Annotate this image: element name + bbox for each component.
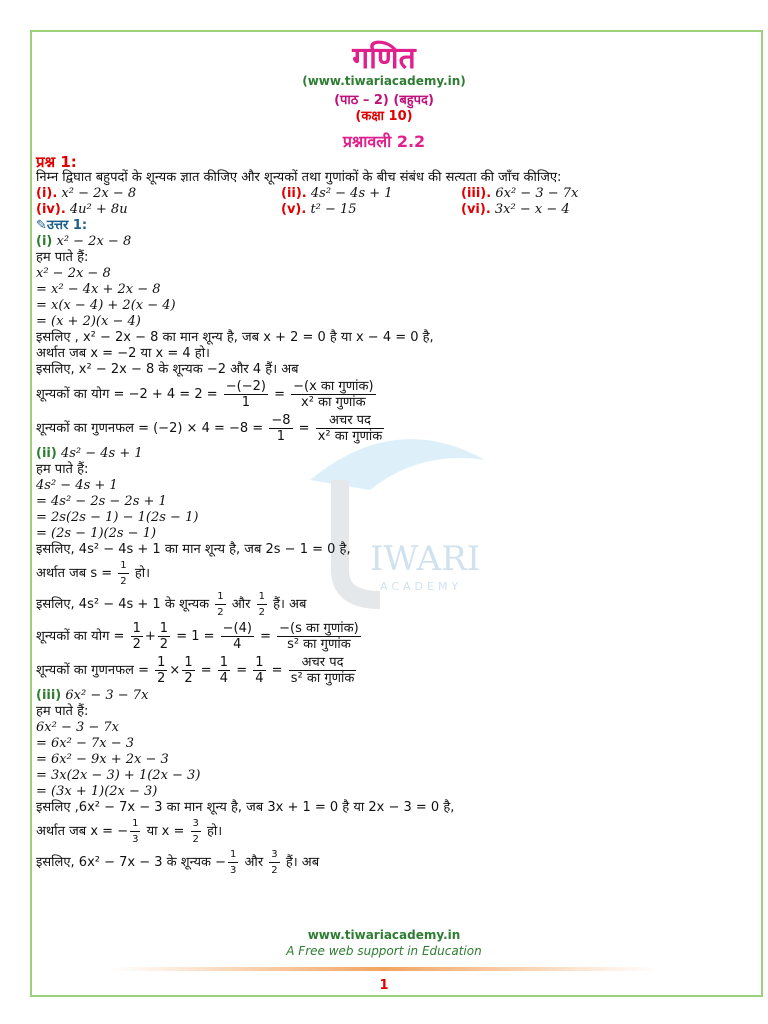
class-label: (कक्षा 10): [355, 109, 413, 124]
pen-icon: ✎: [36, 218, 47, 233]
zero-condition: इसलिए ,6x² − 7x − 3 का मान शून्य है, जब 3x + 1 = 0 है या 2x − 3 = 0 है,: [36, 800, 455, 815]
part-label: (ii).: [281, 186, 307, 201]
step: = 3x(2x − 3) + 1(2x − 3): [36, 768, 201, 783]
part-expr: 6x² − 3 − 7x: [495, 186, 579, 201]
footer-divider: [112, 967, 656, 971]
question-parts-row-2: [36, 202, 756, 218]
part-i-label: (i): [36, 234, 53, 249]
step: = x² − 4x + 2x − 8: [36, 282, 161, 297]
fraction: $\frac{-8}{1}$: [271, 413, 291, 444]
chapter-label: (पाठ – 2) (बहुपद): [334, 93, 434, 108]
fraction: $\frac{\text{−(x का गुणांक)}}{\text{x² का गुणांक}}$: [293, 379, 374, 410]
step: = (x + 2)(x − 4): [36, 314, 141, 329]
zeros-statement: इसलिए, 6x² − 7x − 3 के शून्यक − $\frac{1}{3}$ और $\frac{3}{2}$ हैं। अब: [36, 849, 320, 876]
step: = (3x + 1)(2x − 3): [36, 784, 158, 799]
step: = 4s² − 2s − 2s + 1: [36, 494, 167, 509]
part-label: (vi).: [461, 202, 491, 217]
we-get: हम पाते हैं:: [36, 462, 89, 477]
part-expr: x² − 2x − 8: [61, 186, 137, 201]
step: 6x² − 3 − 7x: [36, 720, 120, 735]
product-of-zeros: शून्यकों का गुणनफल = $\frac{1}{2}$ × $\frac{1}{2}$ = $\frac{1}{4}$ = $\frac{1}{4}$ = $\frac{\text{अचर पद}}{\text{s² का गुणांक}}$: [36, 655, 355, 686]
step: = 6x² − 9x + 2x − 3: [36, 752, 169, 767]
step: = (2s − 1)(2s − 1): [36, 526, 157, 541]
step: x² − 2x − 8: [36, 266, 111, 281]
part-label: (v).: [281, 202, 307, 217]
part-expr: 3x² − x − 4: [494, 202, 570, 217]
sum-of-zeros: शून्यकों का योग = −2 + 4 = 2 = $\frac{-(-2)}{1}$ = $\frac{\text{−(x का गुणांक)}}{\text{x² का गुणांक}}$: [36, 379, 374, 410]
part-ii-label: (ii): [36, 446, 57, 461]
product-of-zeros: शून्यकों का गुणनफल = (−2) × 4 = −8 = $\frac{-8}{1}$ = $\frac{\text{अचर पद}}{\text{x² का गुणांक}}$: [36, 413, 383, 444]
part-label: (iii).: [461, 186, 492, 201]
step: 4s² − 4s + 1: [36, 478, 118, 493]
part-ii-expr: 4s² − 4s + 1: [60, 446, 143, 461]
zeros-statement: इसलिए, x² − 2x − 8 के शून्यक −2 और 4 हैं। अब: [36, 362, 299, 377]
zeros-statement: इसलिए, 4s² − 4s + 1 के शून्यक $\frac{1}{2}$ और $\frac{1}{2}$ हैं। अब: [36, 591, 307, 618]
sum-prefix: शून्यकों का योग = −2 + 4 = 2 =: [36, 387, 218, 402]
part-expr: 4s² − 4s + 1: [310, 186, 393, 201]
fraction: $\frac{-(-2)}{1}$: [225, 379, 266, 410]
part-expr: t² − 15: [310, 202, 357, 217]
product-prefix: शून्यकों का गुणनफल = (−2) × 4 = −8 =: [36, 421, 264, 436]
site-url: (www.tiwariacademy.in): [302, 74, 466, 88]
that-is: अर्थात जब s = $\frac{1}{2}$ हो।: [36, 560, 151, 587]
footer-url[interactable]: www.tiwariacademy.in: [307, 928, 461, 942]
answer-heading: [36, 218, 756, 234]
question-heading: प्रश्न 1:: [36, 153, 77, 171]
part-i-expr: x² − 2x − 8: [56, 234, 132, 249]
step: = 6x² − 7x − 3: [36, 736, 135, 751]
content: [36, 154, 756, 878]
zero-condition: इसलिए, 4s² − 4s + 1 का मान शून्य है, जब 2s − 1 = 0 है,: [36, 542, 351, 557]
answer-heading-text: उत्तर 1:: [46, 218, 88, 233]
question-parts-row-1: [36, 186, 756, 202]
page-title: गणित: [352, 41, 416, 76]
fraction: $\frac{\text{अचर पद}}{\text{x² का गुणांक}}$: [317, 413, 383, 444]
zero-condition: इसलिए , x² − 2x − 8 का मान शून्य है, जब x + 2 = 0 है या x − 4 = 0 है,: [36, 330, 434, 345]
we-get: हम पाते हैं:: [36, 704, 89, 719]
that-is: अर्थात जब x = − $\frac{1}{3}$ या x = $\frac{3}{2}$ हो।: [36, 818, 223, 845]
part-expr: 4u² + 8u: [69, 202, 128, 217]
that-is: अर्थात जब x = −2 या x = 4 हो।: [36, 346, 210, 361]
part-label: (iv).: [36, 202, 66, 217]
exercise-title: प्रश्नावली 2.2: [342, 132, 426, 151]
we-get: हम पाते हैं:: [36, 250, 89, 265]
part-iii-label: (iii): [36, 688, 62, 703]
question-text: निम्न द्विघात बहुपदों के शून्यक ज्ञात कीजिए और शून्यकों तथा गुणांकों के बीच संबंध की सत्यता की जाँच कीजिए:: [36, 170, 562, 185]
step: = x(x − 4) + 2(x − 4): [36, 298, 176, 313]
watermark-text: IWARI: [370, 539, 481, 579]
sum-of-zeros: शून्यकों का योग = $\frac{1}{2}$ + $\frac{1}{2}$ = 1 = $\frac{-(4)}{4}$ = $\frac{\text{−(s का गुणांक)}}{\text{s² का गुणांक}}$: [36, 621, 359, 652]
watermark-subtext: ACADEMY: [380, 580, 463, 593]
page-number: 1: [379, 978, 389, 993]
step: = 2s(2s − 1) − 1(2s − 1): [36, 510, 199, 525]
part-iii-expr: 6x² − 3 − 7x: [65, 688, 149, 703]
part-label: (i).: [36, 186, 58, 201]
footer-tagline: A Free web support in Education: [286, 944, 482, 958]
